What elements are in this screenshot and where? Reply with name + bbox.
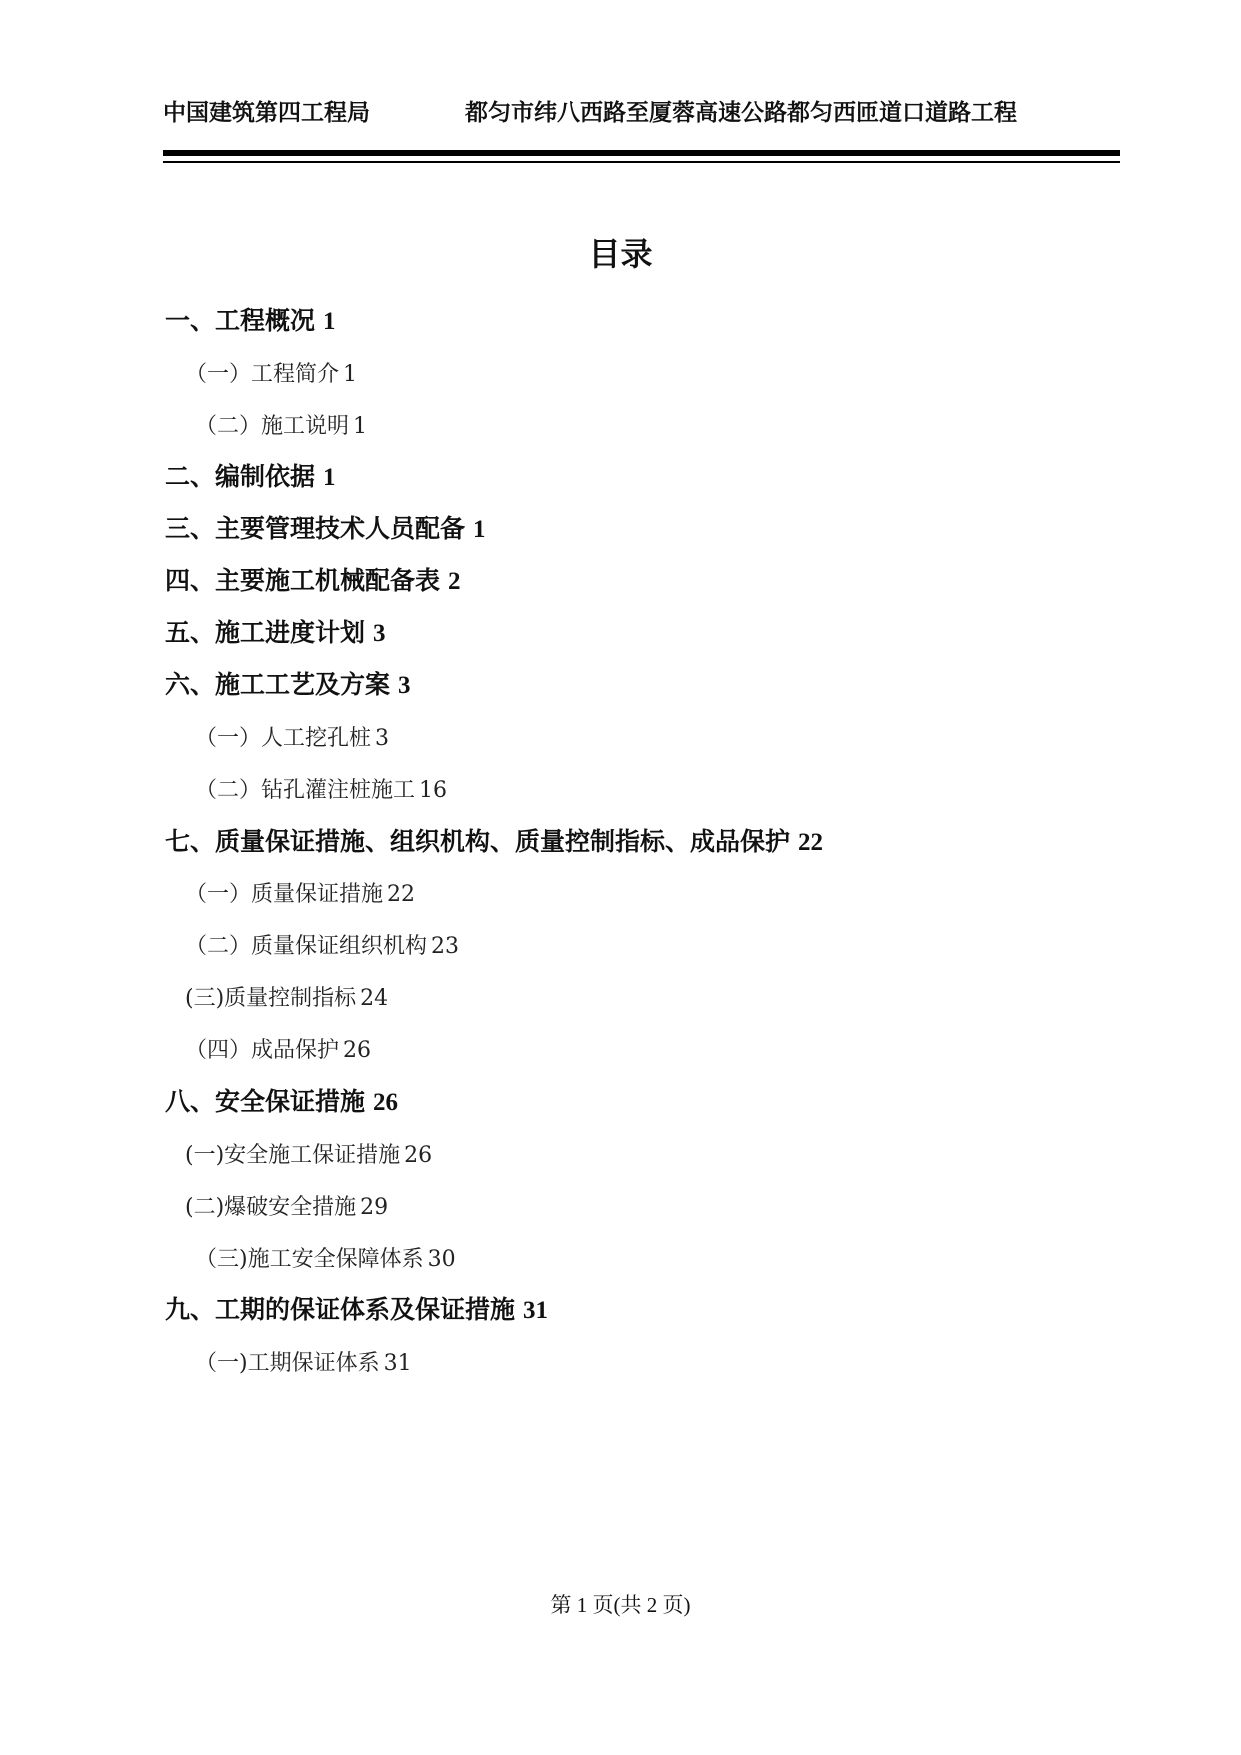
header-rule-thin <box>163 161 1120 163</box>
toc-entry-page: 24 <box>360 986 389 1011</box>
toc-entry[interactable] <box>165 667 411 704</box>
toc-entry[interactable] <box>165 1084 398 1121</box>
toc-entry-page: 2 <box>448 568 461 595</box>
toc-entry-page: 30 <box>427 1247 456 1272</box>
toc-entry[interactable] <box>185 982 388 1016</box>
toc-entry-page: 22 <box>387 882 416 907</box>
toc-entry-page: 1 <box>323 464 336 491</box>
toc-entry-label: (一)安全施工保证措施 <box>185 1143 401 1168</box>
toc-entry-label: 八、安全保证措施 <box>165 1087 366 1116</box>
toc-entry[interactable] <box>165 563 461 600</box>
toc-entry-page: 23 <box>431 934 460 959</box>
toc-entry-page: 26 <box>343 1038 372 1063</box>
toc-entry[interactable] <box>185 1139 432 1173</box>
toc-entry-label: （一）人工挖孔桩 <box>195 726 372 751</box>
toc-entry-label: 四、主要施工机械配备表 <box>165 566 441 595</box>
toc-title: 目录 <box>588 235 653 273</box>
toc-entry-page: 3 <box>398 672 411 699</box>
toc-entry-label: 九、工期的保证体系及保证措施 <box>165 1295 516 1324</box>
toc-entry[interactable] <box>185 358 357 392</box>
toc-entry[interactable] <box>165 615 386 652</box>
toc-entry-label: （二）施工说明 <box>195 414 350 439</box>
toc-entry[interactable] <box>195 722 389 756</box>
header-organization: 中国建筑第四工程局 <box>163 100 370 126</box>
toc-entry-page: 1 <box>353 414 368 439</box>
toc-entry[interactable] <box>165 459 336 496</box>
toc-entry-label: （一)工期保证体系 <box>195 1351 380 1376</box>
toc-entry-page: 1 <box>343 362 358 387</box>
toc-entry-page: 3 <box>373 620 386 647</box>
toc-entry-label: 六、施工工艺及方案 <box>165 670 391 699</box>
toc-entry-page: 1 <box>323 308 336 335</box>
toc-entry[interactable] <box>165 303 336 340</box>
toc-entry-page: 29 <box>360 1195 389 1220</box>
toc-entry[interactable] <box>185 1191 388 1225</box>
toc-entry-label: （一）质量保证措施 <box>185 882 384 907</box>
toc-entry-label: （四）成品保护 <box>185 1038 340 1063</box>
toc-entry[interactable] <box>185 878 415 912</box>
toc-entry-label: (二)爆破安全措施 <box>185 1195 357 1220</box>
toc-entry[interactable] <box>165 511 486 548</box>
toc-entry[interactable] <box>185 1034 371 1068</box>
toc-entry-label: 一、工程概况 <box>165 306 316 335</box>
toc-entry[interactable] <box>185 930 459 964</box>
toc-entry-label: （二）质量保证组织机构 <box>185 934 428 959</box>
toc-entry-page: 31 <box>383 1351 412 1376</box>
toc-entry-label: 五、施工进度计划 <box>165 618 366 647</box>
toc-entry-label: （一）工程简介 <box>185 362 340 387</box>
toc-entry[interactable] <box>195 410 367 444</box>
toc-entry[interactable] <box>195 774 447 808</box>
toc-entry-label: 七、质量保证措施、组织机构、质量控制指标、成品保护 <box>165 827 791 856</box>
toc-entry[interactable] <box>165 824 823 861</box>
page-footer: 第 1 页(共 2 页) <box>550 1593 691 1617</box>
header-rule-thick <box>163 150 1120 156</box>
toc-entry-page: 26 <box>373 1089 399 1116</box>
toc-entry-page: 26 <box>404 1143 433 1168</box>
toc-entry-label: 三、主要管理技术人员配备 <box>165 514 466 543</box>
toc-entry-page: 3 <box>375 726 390 751</box>
toc-entry-label: 二、编制依据 <box>165 462 316 491</box>
toc-entry-page: 1 <box>473 516 486 543</box>
page-header <box>163 95 1083 131</box>
toc-entry-page: 22 <box>798 829 824 856</box>
toc-entry[interactable] <box>165 1292 548 1329</box>
toc-entry[interactable] <box>195 1347 412 1381</box>
toc-entry-page: 31 <box>523 1297 549 1324</box>
toc-entry-page: 16 <box>419 778 448 803</box>
toc-entry[interactable] <box>195 1243 456 1277</box>
toc-entry-label: (三)质量控制指标 <box>185 986 357 1011</box>
header-project-name: 都匀市纬八西路至厦蓉高速公路都匀西匝道口道路工程 <box>465 100 1017 126</box>
toc-entry-label: （二）钻孔灌注桩施工 <box>195 778 416 803</box>
toc-entry-label: （三)施工安全保障体系 <box>195 1247 424 1272</box>
